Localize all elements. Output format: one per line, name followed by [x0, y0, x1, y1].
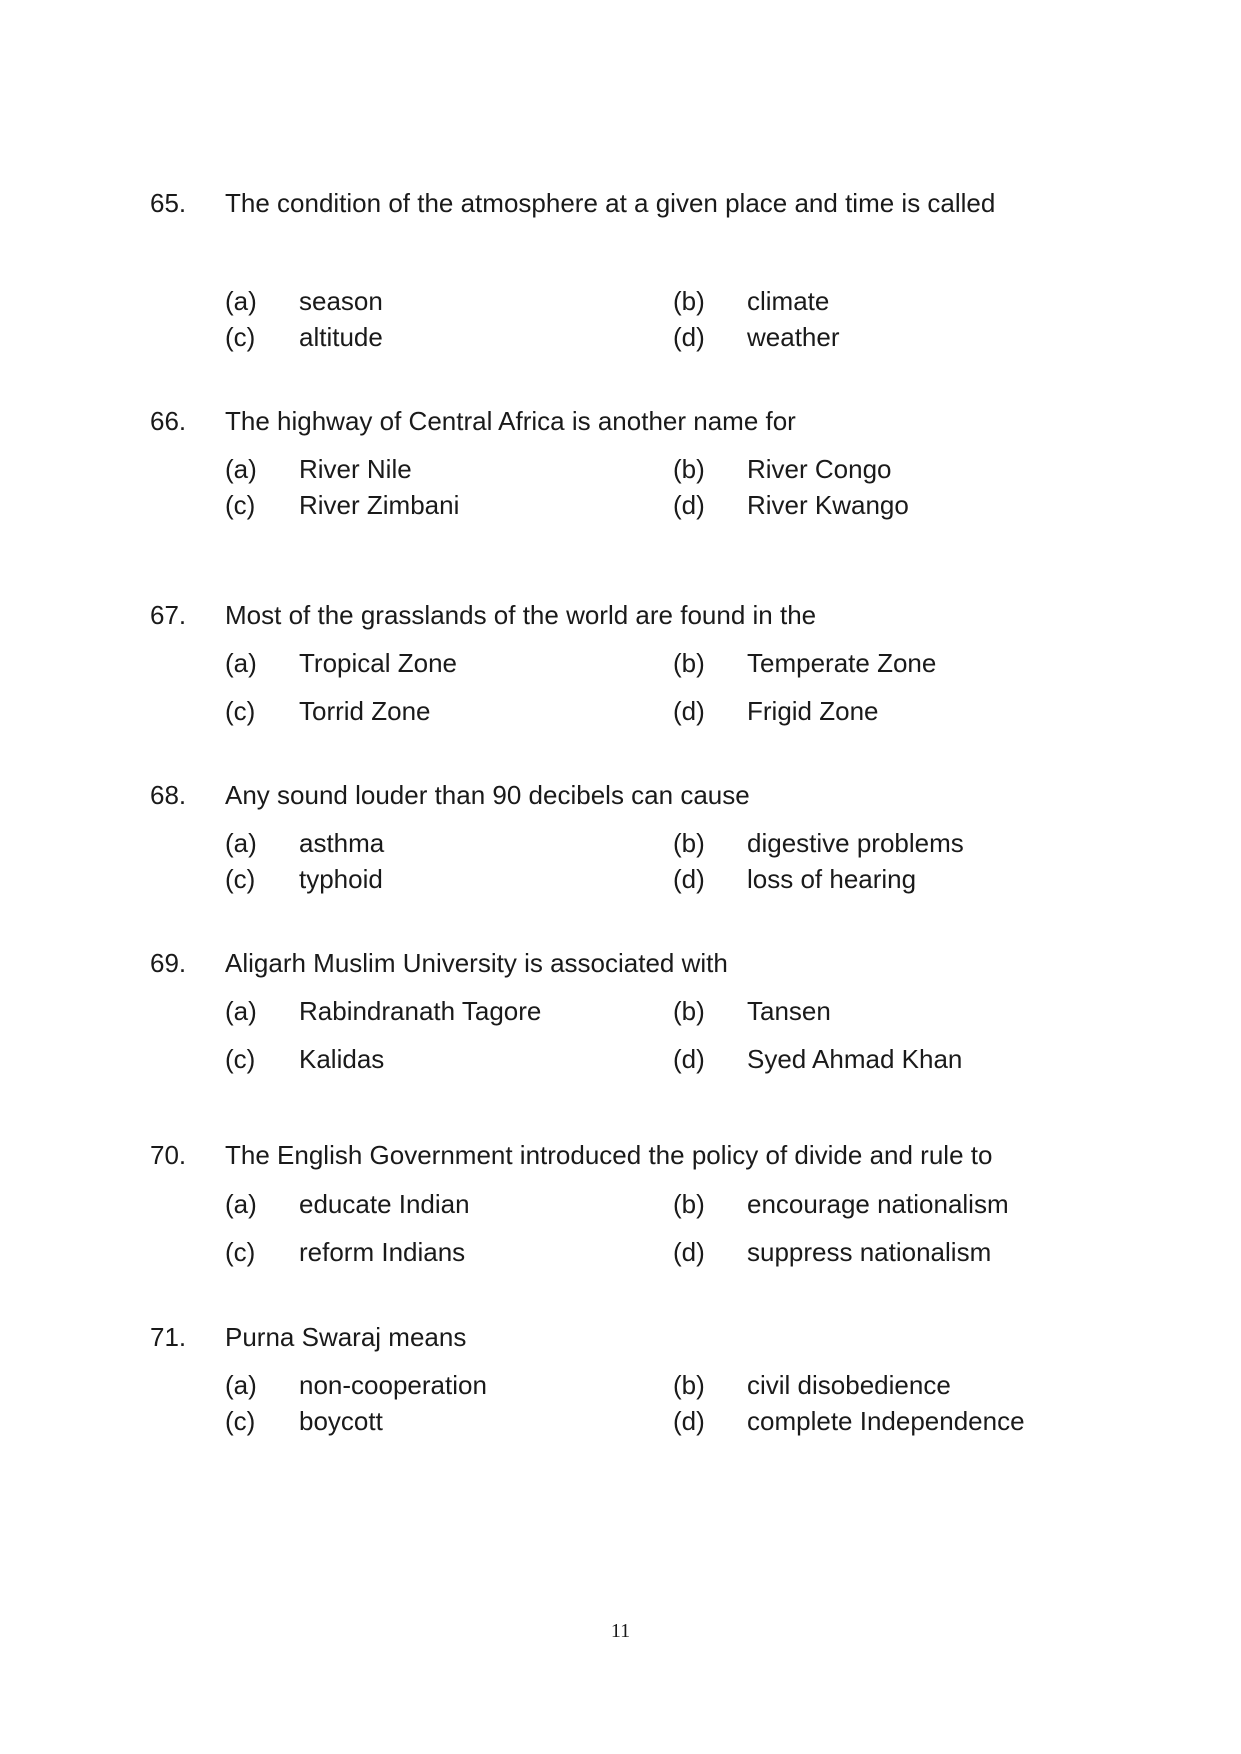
question-text: Most of the grasslands of the world are found in the [225, 600, 817, 630]
option-text: digestive problems [747, 828, 964, 858]
option-text: civil disobedience [747, 1370, 951, 1400]
option-label: (c) [225, 1237, 256, 1267]
option-text: Torrid Zone [299, 696, 431, 726]
option-label: (a) [225, 828, 257, 858]
option-label: (b) [673, 1189, 705, 1219]
option-label: (d) [673, 864, 705, 894]
option-text: complete Independence [747, 1406, 1025, 1436]
question-text: Purna Swaraj means [225, 1322, 467, 1352]
option-text: Kalidas [299, 1044, 385, 1074]
option-label: (d) [673, 1044, 705, 1074]
option-label: (c) [225, 490, 256, 520]
question-number: 71. [150, 1322, 187, 1352]
option-label: (c) [225, 1044, 256, 1074]
question-number: 70. [150, 1140, 187, 1170]
option-label: (b) [673, 828, 705, 858]
option-label: (c) [225, 322, 256, 352]
option-label: (d) [673, 322, 705, 352]
option-text: River Kwango [747, 490, 909, 520]
option-text: altitude [299, 322, 383, 352]
question-number: 66. [150, 406, 187, 436]
option-label: (b) [673, 1370, 705, 1400]
question-text: Any sound louder than 90 decibels can cause [225, 780, 750, 810]
option-text: Rabindranath Tagore [299, 996, 542, 1026]
option-label: (a) [225, 648, 257, 678]
option-text: suppress nationalism [747, 1237, 992, 1267]
option-text: Temperate Zone [747, 648, 937, 678]
option-label: (c) [225, 696, 256, 726]
option-label: (a) [225, 996, 257, 1026]
option-label: (a) [225, 1370, 257, 1400]
question-text: The English Government introduced the policy of divide and rule to [225, 1140, 993, 1170]
question-number: 67. [150, 600, 187, 630]
option-text: boycott [299, 1406, 383, 1436]
question-number: 65. [150, 188, 187, 218]
option-label: (a) [225, 454, 257, 484]
option-text: Tropical Zone [299, 648, 457, 678]
option-label: (d) [673, 1406, 705, 1436]
question-text: The condition of the atmosphere at a given place and time is called [225, 188, 996, 218]
option-text: Syed Ahmad Khan [747, 1044, 963, 1074]
option-text: Tansen [747, 996, 831, 1026]
option-text: non-cooperation [299, 1370, 487, 1400]
option-label: (d) [673, 1237, 705, 1267]
option-text: weather [747, 322, 840, 352]
option-label: (d) [673, 490, 705, 520]
option-text: Frigid Zone [747, 696, 879, 726]
option-label: (a) [225, 286, 257, 316]
option-label: (b) [673, 648, 705, 678]
option-text: typhoid [299, 864, 383, 894]
option-label: (a) [225, 1189, 257, 1219]
option-label: (b) [673, 996, 705, 1026]
question-number: 69. [150, 948, 187, 978]
option-text: River Nile [299, 454, 412, 484]
option-text: loss of hearing [747, 864, 917, 894]
option-text: asthma [299, 828, 385, 858]
option-text: climate [747, 286, 830, 316]
option-text: educate Indian [299, 1189, 470, 1219]
question-text: Aligarh Muslim University is associated with [225, 948, 728, 978]
option-text: reform Indians [299, 1237, 466, 1267]
option-text: River Zimbani [299, 490, 460, 520]
question-text: The highway of Central Africa is another name for [225, 406, 796, 436]
option-label: (b) [673, 454, 705, 484]
option-label: (d) [673, 696, 705, 726]
option-label: (c) [225, 1406, 256, 1436]
option-text: season [299, 286, 383, 316]
question-number: 68. [150, 780, 187, 810]
option-label: (c) [225, 864, 256, 894]
option-label: (b) [673, 286, 705, 316]
option-text: River Congo [747, 454, 892, 484]
option-text: encourage nationalism [747, 1189, 1009, 1219]
page-number: 11 [610, 1620, 631, 1642]
